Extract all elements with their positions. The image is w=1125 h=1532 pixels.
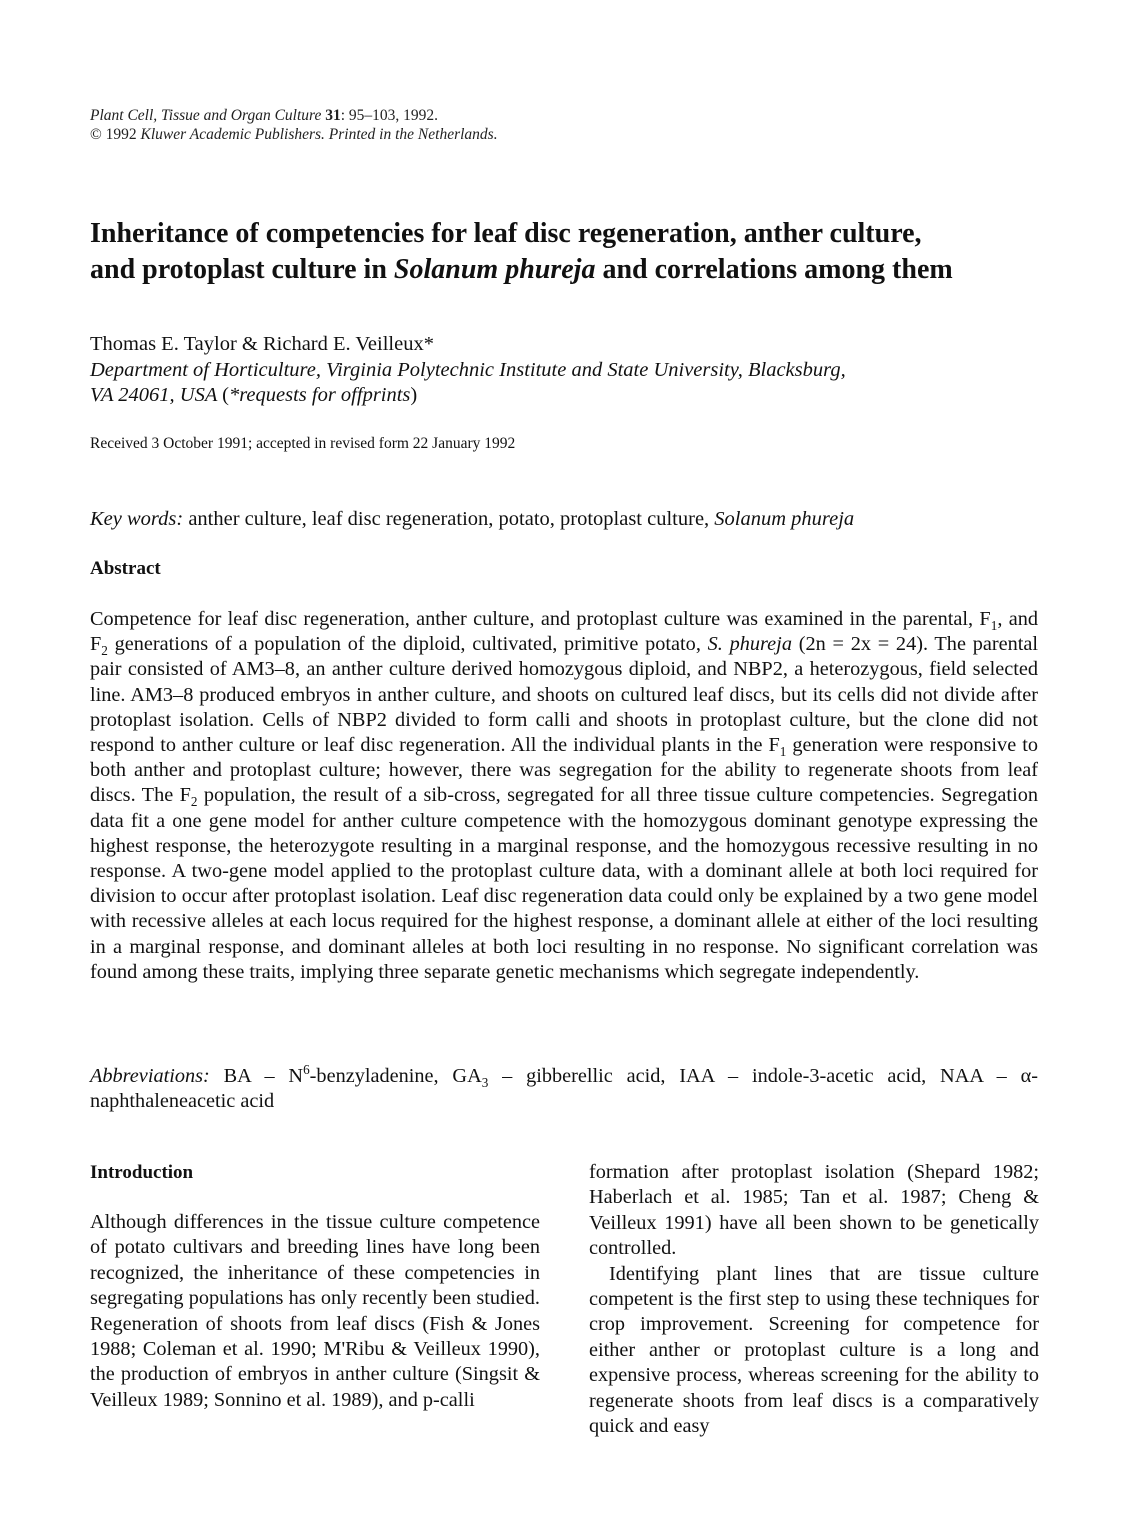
paper-title: Inheritance of competencies for leaf disc regeneration, anther culture, and protoplast culture in Solanum phureja and correlations among them	[90, 218, 953, 285]
abbreviations: Abbreviations: BA – $N^6$-benzyladenine, $GA_3$ – gibberellic acid, IAA – indole-3-acetic acid, NAA – α-naphthaleneacetic acid	[90, 1062, 1039, 1113]
keywords: Key words: anther culture, leaf disc regeneration, potato, protoplast culture, Solanum phureja	[90, 508, 855, 530]
intro-paragraph-1: Although differences in the tissue culture competence of potato cultivars and breeding lines have long been recognized, the inheritance of these competencies in segregating populations has only recently been studied. Regeneration of shoots from leaf discs (Fish & Jones 1988; Coleman et al. 1990; M'Ribu & Veilleux 1990), the production of embryos in anther culture (Singsit & Veilleux 1989; Sonnino et al. 1989), and p-calli	[90, 1211, 540, 1411]
intro-paragraph-1-continued: formation after protoplast isolation (Shepard 1982; Haberlach et al. 1985; Tan et al. 1987; Cheng & Veilleux 1991) have all been shown to be genetically controlled.	[589, 1161, 1039, 1260]
column-left	[90, 1160, 540, 1413]
copyright-icon: ©	[90, 126, 102, 143]
column-right	[589, 1160, 1039, 1439]
abstract-body: Competence for leaf disc regeneration, anther culture, and protoplast culture was examined in the parental, $F_1$, and $F_2$ generations of a population of the diploid, cultivated, primitive potato, S. phureja (2n = 2x = 24). The parental pair consisted of AM3–8, an anther culture derived homozygous diploid, and NBP2, a heterozygous, field selected line. AM3–8 produced embryos in anther culture, and shoots on cultured leaf discs, but its cells did not divide after protoplast isolation. Cells of NBP2 divided to form calli and shoots in protoplast culture, but the clone did not respond to anther culture or leaf disc regeneration. All the individual plants in the $F_1$ generation were responsive to both anther and protoplast culture; however, there was segregation for the ability to regenerate shoots from leaf discs. The $F_2$ population, the result of a sib-cross, segregated for all three tissue culture competencies. Segregation data fit a one gene model for anther culture competence with the homozygous dominant genotype expressing the highest response, the heterozygote resulting in a marginal response, and the homozygous recessive resulting in no response. A two-gene model applied to the protoplast culture data, with a dominant allele at both loci required for division to occur after protoplast isolation. Leaf disc regeneration data could only be explained by a two gene model with recessive alleles at each locus required for the highest response, a dominant allele at either of the loci resulting in a marginal response, and dominant alleles at both loci resulting in no response. No significant correlation was found among these traits, implying three separate genetic mechanisms which segregate independently.	[90, 608, 1039, 983]
introduction-heading: Introduction	[90, 1162, 194, 1183]
abbreviations-label: Abbreviations:	[90, 1065, 210, 1087]
received-dates: Received 3 October 1991; accepted in revised form 22 January 1992	[90, 435, 516, 452]
affiliation: Department of Horticulture, Virginia Polytechnic Institute and State University, Blacksburg, VA 24061, USA (*requests for offprints)	[90, 359, 846, 406]
title-species: Solanum phureja	[393, 254, 596, 285]
intro-paragraph-2: Identifying plant lines that are tissue culture competent is the first step to using these techniques for crop improvement. Screening for competence for either anther or protoplast culture is a long and expensive process, whereas screening for the ability to regenerate shoots from leaf discs is a comparatively quick and easy	[589, 1262, 1039, 1438]
copyright-line: © 1992 Kluwer Academic Publishers. Printed in the Netherlands.	[90, 126, 498, 143]
journal-volume: 31	[325, 107, 341, 124]
authors: Thomas E. Taylor & Richard E. Veilleux*	[90, 333, 434, 355]
journal-header	[90, 106, 498, 144]
journal-citation: Plant Cell, Tissue and Organ Culture 31: 95–103, 1992.	[90, 107, 439, 124]
keywords-label: Key words:	[90, 508, 184, 530]
abstract-heading: Abstract	[90, 558, 161, 579]
